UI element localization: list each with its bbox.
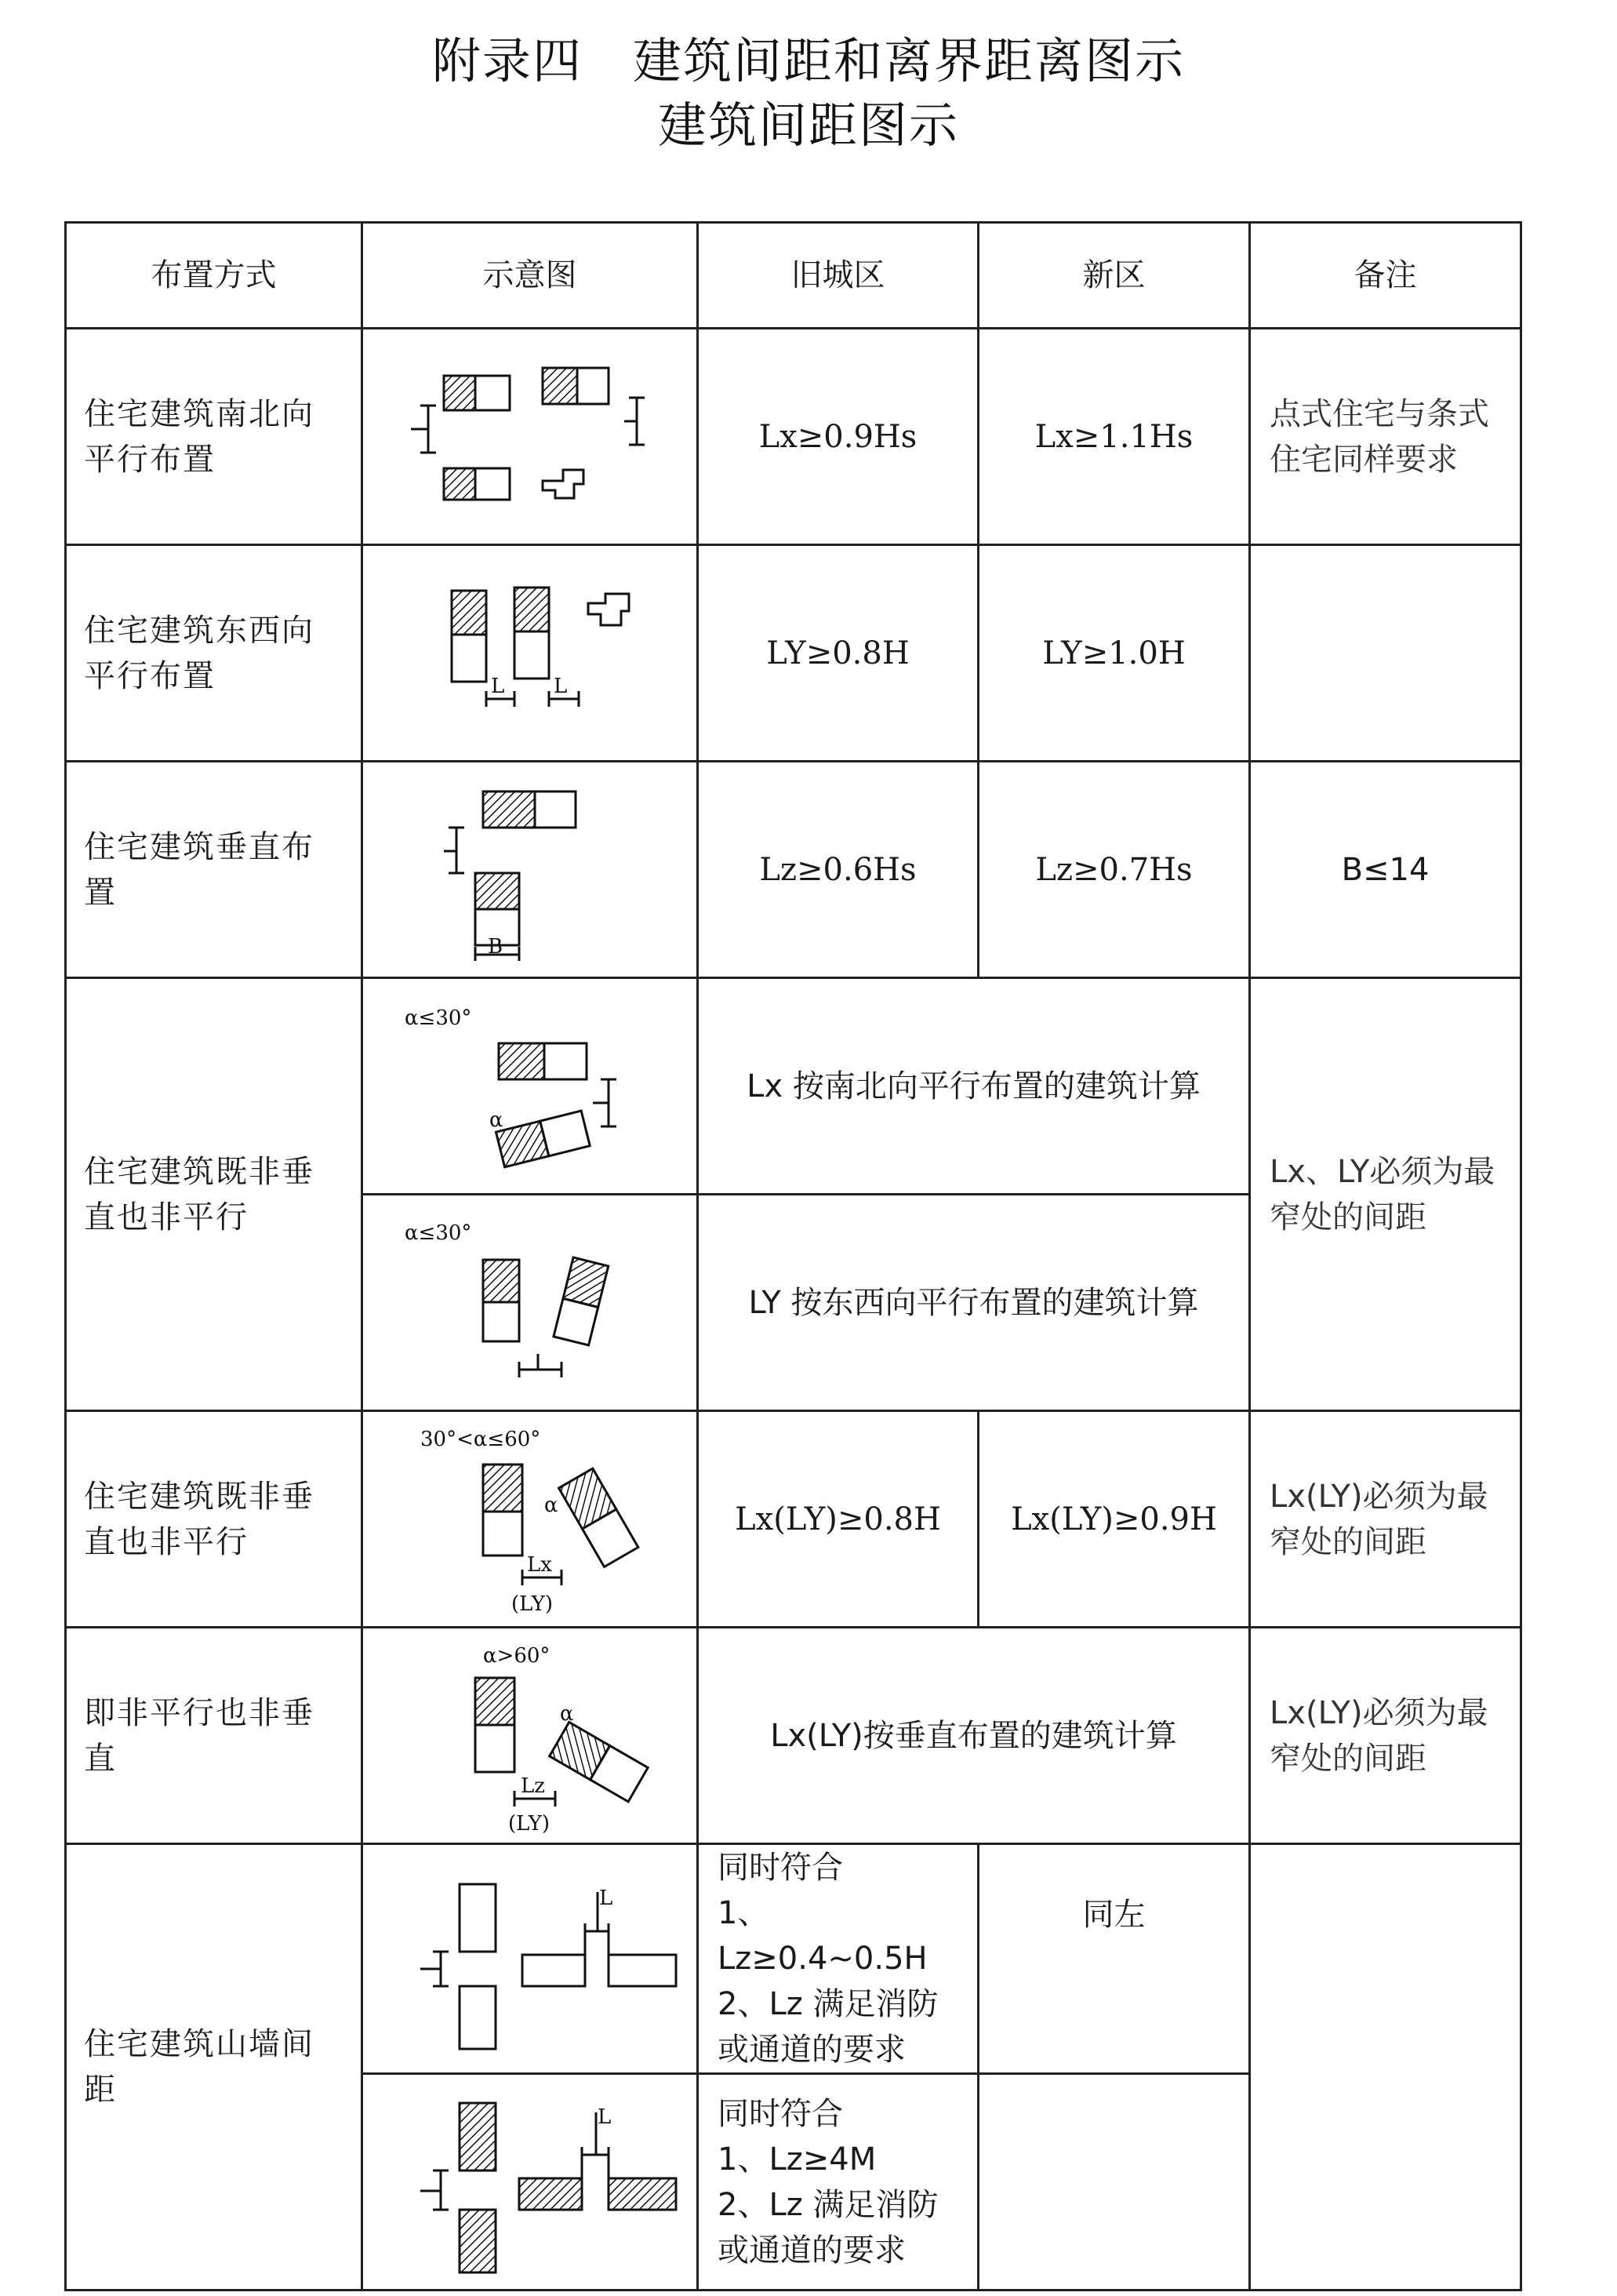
req-line: 2、Lz 满足消防 xyxy=(718,2186,939,2223)
old-city-value: LY≥0.8H xyxy=(698,545,979,762)
diagram-cell xyxy=(362,545,698,762)
spacing-table xyxy=(64,221,1522,2291)
req-line: 或通道的要求 xyxy=(718,2032,906,2068)
svg-text:α≤30°: α≤30° xyxy=(404,1006,471,1030)
svg-text:L: L xyxy=(597,2105,611,2129)
header-row xyxy=(66,223,1521,329)
diagram-cell xyxy=(362,1195,698,1411)
table-row xyxy=(66,1628,1521,1844)
diagram-cell xyxy=(362,1628,698,1844)
diagram-cell xyxy=(362,2074,698,2291)
new-area-value: Lx≥1.1Hs xyxy=(979,329,1250,545)
svg-text:α: α xyxy=(559,1701,574,1726)
svg-text:(LY): (LY) xyxy=(511,1592,553,1616)
req-line: 2、Lz 满足消防 xyxy=(718,1986,939,2022)
req-line: 1、Lz≥4M xyxy=(718,2141,877,2178)
row-category: 住宅建筑山墙间距 xyxy=(66,1844,362,2291)
req-head: 同时符合 xyxy=(718,2095,843,2132)
header-layout: 布置方式 xyxy=(66,223,362,329)
new-area-value: Lz≥0.7Hs xyxy=(979,762,1250,978)
diagram-cell xyxy=(362,329,698,545)
oblique-ns-rule: Lx 按南北向平行布置的建筑计算 xyxy=(698,978,1250,1195)
new-area-value: Lx(LY)≥0.9H xyxy=(979,1411,1250,1628)
oblique-ew-diagram xyxy=(373,1205,687,1401)
req-line: 1、Lz≥0.4~0.5H xyxy=(718,1895,928,1977)
page-subtitle: 建筑间距图示 xyxy=(657,96,959,154)
svg-text:(LY): (LY) xyxy=(507,1811,550,1836)
table-row xyxy=(66,1844,1521,2074)
new-area-value xyxy=(979,2074,1250,2291)
ns-parallel-diagram xyxy=(397,351,663,523)
row-category: 住宅建筑既非垂直也非平行 xyxy=(66,1411,362,1628)
gable-wall-diagram-2 xyxy=(373,2084,687,2280)
row-category: 住宅建筑既非垂直也非平行 xyxy=(66,978,362,1411)
svg-text:Lz: Lz xyxy=(520,1774,545,1798)
row-category: 住宅建筑南北向平行布置 xyxy=(66,329,362,545)
svg-text:Lx: Lx xyxy=(526,1552,552,1577)
note-value: B≤14 xyxy=(1250,762,1521,978)
new-area-value: 同左 xyxy=(979,1844,1250,2074)
page-title: 附录四 建筑间距和离界距离图示 xyxy=(431,32,1185,89)
header-new-area: 新区 xyxy=(979,223,1250,329)
svg-text:L: L xyxy=(553,674,567,698)
svg-text:α: α xyxy=(489,1108,503,1132)
note-value xyxy=(1250,545,1521,762)
svg-text:30°<α≤60°: 30°<α≤60° xyxy=(420,1427,540,1451)
row-category: 即非平行也非垂直 xyxy=(66,1628,362,1844)
oblique-over-60-diagram xyxy=(373,1634,687,1838)
oblique-30-60-diagram xyxy=(373,1417,687,1621)
oblique-ns-diagram xyxy=(373,988,687,1184)
table-row xyxy=(66,978,1521,1195)
row-category: 住宅建筑东西向平行布置 xyxy=(66,545,362,762)
note-value: Lx(LY)必须为最窄处的间距 xyxy=(1250,1628,1521,1844)
table-row xyxy=(66,1411,1521,1628)
header-old-city: 旧城区 xyxy=(698,223,979,329)
svg-text:α≤30°: α≤30° xyxy=(404,1221,471,1245)
svg-text:B: B xyxy=(487,934,503,959)
note-value: Lx、LY必须为最窄处的间距 xyxy=(1250,978,1521,1411)
diagram-cell xyxy=(362,978,698,1195)
diagram-cell xyxy=(362,762,698,978)
old-city-value: Lx(LY)≥0.8H xyxy=(698,1411,979,1628)
gable-requirement-2 xyxy=(698,2074,979,2291)
oblique-over-60-rule: Lx(LY)按垂直布置的建筑计算 xyxy=(698,1628,1250,1844)
diagram-cell xyxy=(362,1411,698,1628)
table-row xyxy=(66,545,1521,762)
req-line: 或通道的要求 xyxy=(718,2232,906,2269)
perpendicular-diagram xyxy=(397,776,663,964)
svg-text:L: L xyxy=(490,674,504,698)
svg-text:L: L xyxy=(598,1887,612,1910)
old-city-value: Lz≥0.6Hs xyxy=(698,762,979,978)
gable-requirement-1 xyxy=(698,1844,979,2074)
gable-wall-diagram-1 xyxy=(373,1861,687,2057)
header-note: 备注 xyxy=(1250,223,1521,329)
row-category: 住宅建筑垂直布置 xyxy=(66,762,362,978)
table-row xyxy=(66,329,1521,545)
svg-text:α: α xyxy=(543,1493,558,1517)
note-value: 点式住宅与条式住宅同样要求 xyxy=(1250,329,1521,545)
oblique-ew-rule: LY 按东西向平行布置的建筑计算 xyxy=(698,1195,1250,1411)
note-value xyxy=(1250,1844,1521,2291)
svg-text:α>60°: α>60° xyxy=(482,1643,550,1668)
diagram-cell xyxy=(362,1844,698,2074)
header-diagram: 示意图 xyxy=(362,223,698,329)
ew-parallel-diagram xyxy=(397,567,663,740)
note-value: Lx(LY)必须为最窄处的间距 xyxy=(1250,1411,1521,1628)
old-city-value: Lx≥0.9Hs xyxy=(698,329,979,545)
req-head: 同时符合 xyxy=(718,1850,843,1886)
new-area-value: LY≥1.0H xyxy=(979,545,1250,762)
table-row xyxy=(66,762,1521,978)
